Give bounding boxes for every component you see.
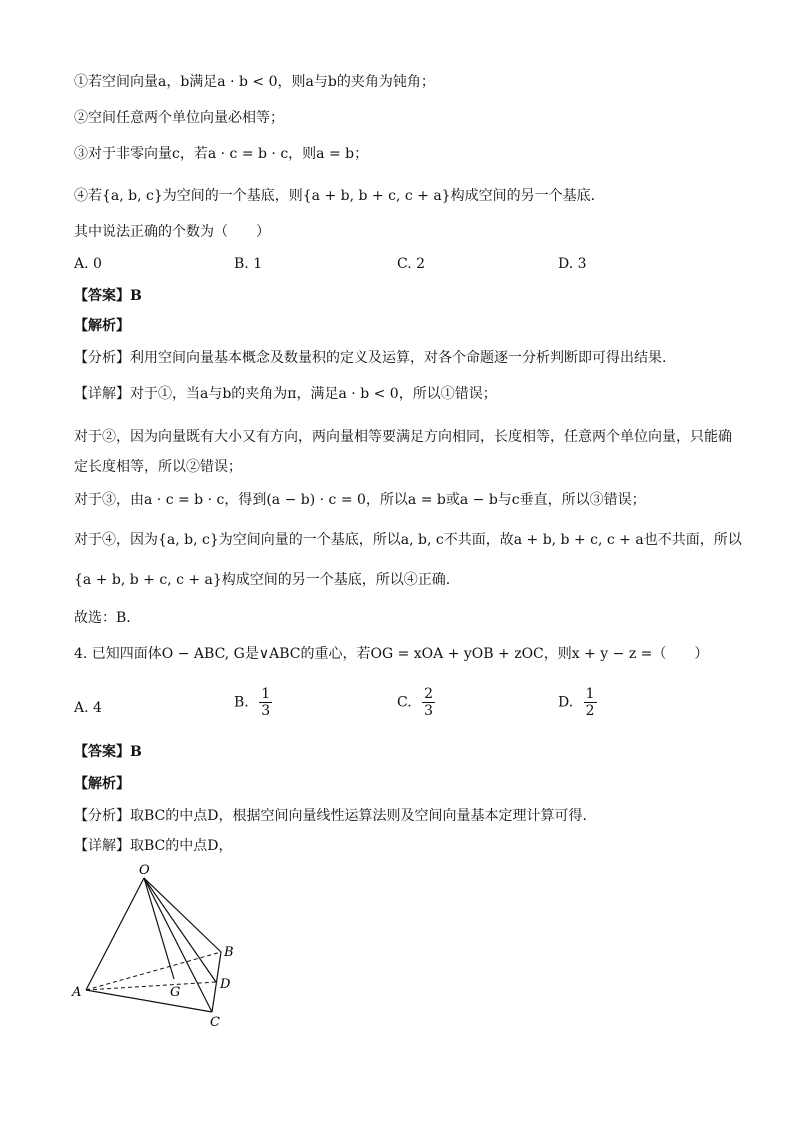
detail-3: 对于③，由a · c = b · c，得到(a − b) · c = 0，所以a = b或a − b与c垂直，所以③错误； bbox=[74, 492, 646, 508]
statement-1: ①若空间向量a，b满足a · b < 0，则a与b的夹角为钝角； bbox=[74, 74, 435, 90]
q4-option-b-label: B. bbox=[234, 694, 249, 711]
analysis-summary: 【分析】利用空间向量基本概念及数量积的定义及运算，对各个命题逐一分析判断即可得出结果. bbox=[74, 350, 667, 366]
q4-option-d-denominator: 2 bbox=[585, 703, 595, 719]
option-d: D. 3 bbox=[558, 256, 587, 272]
label-a: A bbox=[72, 985, 82, 1000]
q3-options bbox=[74, 252, 734, 276]
q4-option-d-label: D. bbox=[558, 694, 574, 711]
label-g: G bbox=[170, 985, 181, 1000]
q4-options bbox=[74, 686, 734, 720]
q4-answer-label: 【答案】B bbox=[74, 744, 142, 760]
q4-option-c-fraction bbox=[422, 686, 435, 719]
analysis-label: 【解析】 bbox=[74, 318, 130, 334]
detail-2: 对于②，因为向量既有大小又有方向，两向量相等要满足方向相同，长度相等，任意两个单位向量，只能确定长度相等，所以②错误； bbox=[74, 429, 732, 475]
edge-ad-hidden bbox=[86, 982, 216, 990]
q4-option-d-fraction bbox=[584, 686, 597, 719]
q4-option-c-numerator: 2 bbox=[424, 686, 434, 702]
statement-3: ③对于非零向量c，若a · c = b · c，则a = b； bbox=[74, 146, 369, 162]
detail-5: {a + b, b + c, c + a}构成空间的另一个基底，所以④正确. bbox=[74, 572, 451, 588]
detail-1: 【详解】对于①，当a与b的夹角为π，满足a · b < 0，所以①错误； bbox=[74, 386, 497, 402]
q4-analysis-label: 【解析】 bbox=[74, 776, 130, 792]
q4-option-b-numerator: 1 bbox=[261, 686, 271, 702]
label-b: B bbox=[224, 945, 234, 960]
question-prompt: 其中说法正确的个数为（ ） bbox=[74, 224, 270, 240]
label-d: D bbox=[220, 977, 231, 992]
detail-4: 对于④，因为{a, b, c}为空间向量的一个基底，所以a, b, c不共面，故a + b, b + c, c + a也不共面，所以 bbox=[74, 532, 742, 548]
choice-line: 故选：B. bbox=[74, 610, 131, 626]
tetrahedron-figure bbox=[60, 860, 260, 1030]
q4-option-c bbox=[397, 686, 435, 719]
option-c: C. 2 bbox=[397, 256, 426, 272]
q4-option-d bbox=[558, 686, 597, 719]
q4-option-c-label: C. bbox=[397, 694, 412, 711]
q4-option-c-denominator: 3 bbox=[424, 703, 434, 719]
q4-option-a: A. 4 bbox=[74, 700, 102, 716]
q4-detail: 【详解】取BC的中点D， bbox=[74, 838, 233, 854]
q4-analysis-summary: 【分析】取BC的中点D，根据空间向量线性运算法则及空间向量基本定理计算可得. bbox=[74, 808, 587, 824]
label-c: C bbox=[210, 1015, 220, 1030]
edge-ac bbox=[86, 990, 212, 1012]
question-4: 4. 已知四面体O − ABC, G是∨ABC的重心，若OG = xOA + yOB + zOC，则x + y − z =（ ） bbox=[74, 646, 709, 662]
q4-option-b bbox=[234, 686, 272, 719]
q4-option-b-fraction bbox=[259, 686, 272, 719]
statement-2: ②空间任意两个单位向量必相等； bbox=[74, 110, 284, 126]
edge-oa bbox=[86, 878, 144, 990]
answer-label: 【答案】B bbox=[74, 288, 142, 304]
edge-ab-hidden bbox=[86, 952, 221, 990]
q4-option-b-denominator: 3 bbox=[261, 703, 271, 719]
edge-od bbox=[144, 878, 216, 982]
statement-4: ④若{a, b, c}为空间的一个基底，则{a + b, b + c, c + a}构成空间的另一个基底． bbox=[74, 188, 605, 204]
q4-option-d-numerator: 1 bbox=[585, 686, 595, 702]
option-b: B. 1 bbox=[234, 256, 263, 272]
option-a: A. 0 bbox=[74, 256, 102, 272]
label-o: O bbox=[139, 863, 150, 878]
